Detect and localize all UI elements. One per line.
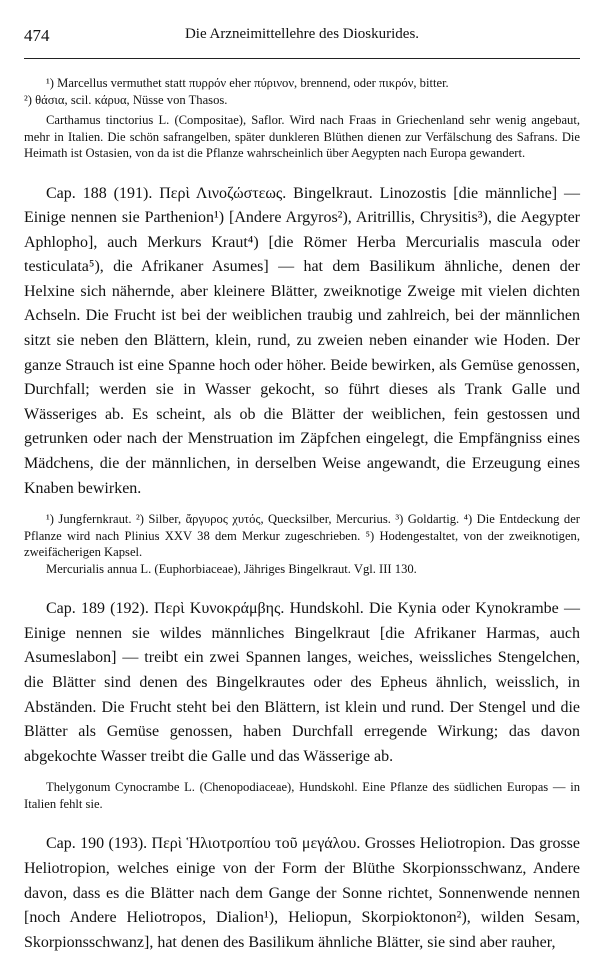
- footnote-2: ²) θάσια, scil. κάρυα, Nüsse von Thasos.: [24, 92, 228, 107]
- chapter-188-footnotes: ¹) Jungfernkraut. ²) Silber, ἄργυρος χυτός, Quecksilber, Mercurius. ³) Goldartig. ⁴) Die Entdeckung der Pflanze wird nach Plinius XXV 38 dem Merkur zugeschrieben. ⁵) Hodengestaltet, von der zweiknotigen, zweifächerigen Kapsel.: [24, 512, 580, 560]
- chapter-188-text: Cap. 188 (191). Περὶ Λινοζώστεως. Bingelkraut. Linozostis [die männliche] — Einige nennen sie Parthenion¹) [Andere Argyros²), Aritrillis, Chrysitis³), die Aegypter Aphlopho], auch Merkurs Kraut⁴) [die Römer Herba Mercurialis mascula oder testiculata⁵), die Afrikaner Asumes] — hat dem Basilikum ähnliche, denen der Helxine sich nähernde, aber kleinere Blätter, zweiknotige Zweige mit vielen dichten Achseln. Die Frucht ist bei der weiblichen traubig und zahlreich, bei der männlichen sitzt sie neben den Blättern, klein, rund, zu zweien neben einander wie Hoden. Der ganze Strauch ist eine Spanne hoch oder höher. Beide bewirken, als Gemüse genossen, Durchfall; werden sie in Wasser gekocht, so führt dieses als Trank Galle und Wässeriges ab. Es scheint, als ob die Blätter der weiblichen, fein gestossen und getrunken oder nach der Menstruation im Zäpfchen eingelegt, die Empfängniss eines Mädchens, die der männlichen, in derselben Weise angewandt, die Erzeugung eines Knaben bewirken.: [24, 184, 580, 497]
- running-title: Die Arzneimittellehre des Dioskurides.: [184, 26, 420, 42]
- chapter-188: [24, 182, 580, 578]
- chapter-190: [24, 832, 580, 955]
- chapter-189-identification: Thelygonum Cynocrambe L. (Chenopodiaceae), Hundskohl. Eine Pflanze des südlichen Europas — in Italien fehlt sie.: [24, 780, 580, 811]
- page-header: [24, 14, 580, 59]
- chapter-190-text: Cap. 190 (193). Περὶ Ἡλιοτροπίου τοῦ μεγάλου. Grosses Heliotropion. Das grosse Heliotropion, welches einige von der Form der Blüthe Skorpionsschwanz, Andere davon, dass es die Blätter nach dem Gange der Sonne richtet, Sonnenwende nennen [noch Andere Heliotropos, Dialion¹), Heliopun, Skorpioktonon²), wilden Sesam, Skorpionsschwanz], hat denen des Basilikum ähnliche Blätter, sie sind aber rauher,: [24, 835, 580, 951]
- page-number: 474: [24, 26, 50, 45]
- chapter-188-identification: Mercurialis annua L. (Euphorbiaceae), Jähriges Bingelkraut. Vgl. III 130.: [46, 561, 417, 576]
- top-footnotes: [24, 75, 580, 162]
- page: [24, 0, 580, 955]
- chapter-189-text: Cap. 189 (192). Περὶ Κυνοκράμβης. Hundskohl. Die Kynia oder Kynokrambe — Einige nennen sie wildes männliches Bingelkraut [die Afrikaner Harmas, auch Asumeslabon] — treibt ein zwei Spannen langes, weiches, weissliches Stengelchen, die Blätter sind denen des Bingelkrautes oder des Epheus ähnlich, weisslich, in Abständen. Die Frucht steht bei den Blättern, ist klein und rund. Der Stengel und die Blätter als Gemüse genossen, haben Durchfall erregende Wirkung; das davon abgekochte Wasser treibt die Galle und das Wässerige ab.: [24, 600, 580, 765]
- chapter-189: [24, 597, 580, 812]
- footnote-1: ¹) Marcellus vermuthet statt πυρρόν eher πύρινον, brennend, oder πικρόν, bitter.: [46, 76, 449, 90]
- identification-carthamus: Carthamus tinctorius L. (Compositae), Saflor. Wird nach Fraas in Griechenland sehr wenig angebaut, mehr in Italien. Die schön safrangelben, später dunkleren Blüthen dienen zur Verfälschung des Safrans. Die Heimath ist Ostasien, von da ist die Pflanze wahrscheinlich über Aegypten nach Europa gewandert.: [24, 113, 580, 160]
